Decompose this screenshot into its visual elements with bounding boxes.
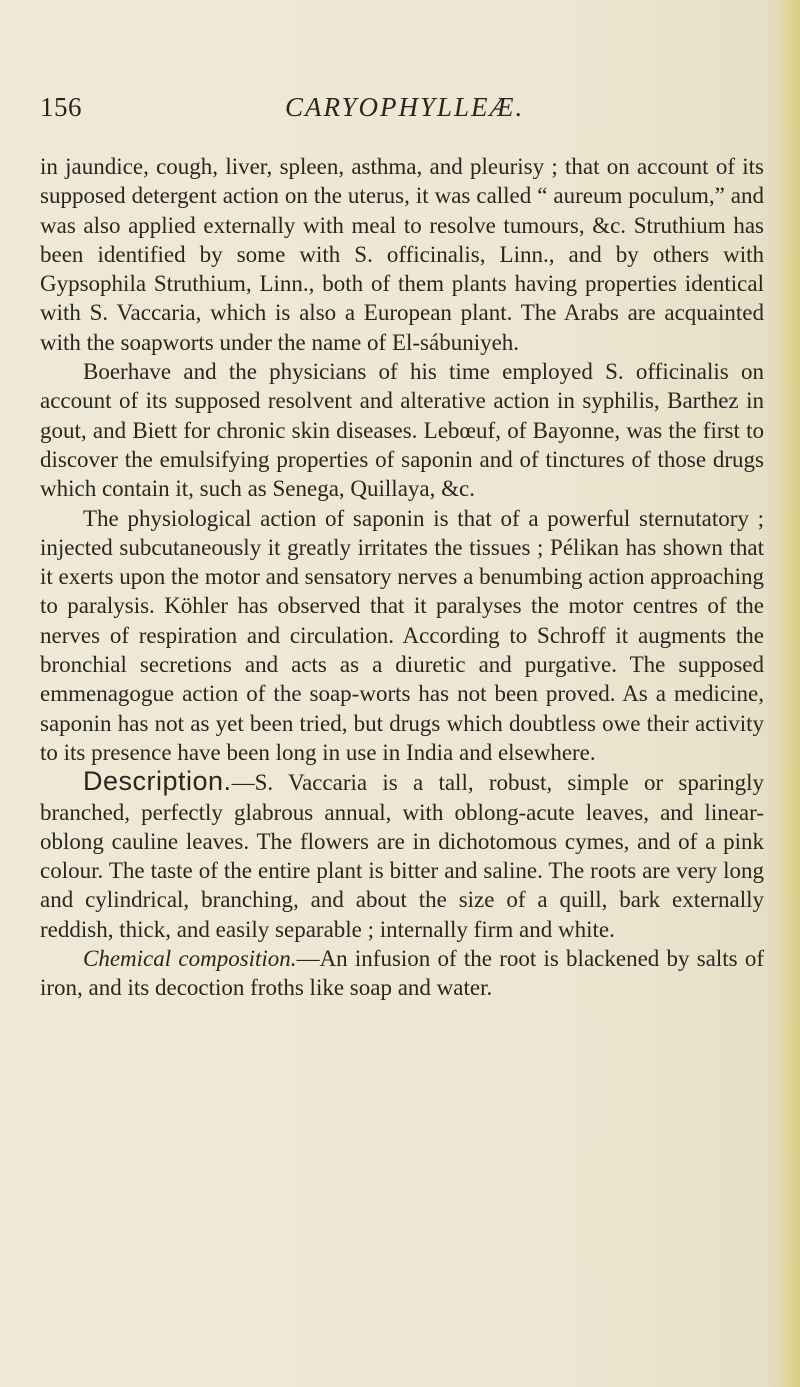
body-text (40, 152, 764, 1003)
chemical-composition-text: —An infusion of the root is blackened by salts of iron, and its decoction froths like soap and water. (40, 946, 764, 1001)
page-edge-discoloration (774, 0, 800, 1387)
paragraph-struthium: in jaundice, cough, liver, spleen, asthma, and pleurisy ; that on account of its supposed detergent action on the uterus, it was called “ aureum poculum,” and was also applied externally with meal to resolve tumours, &c. Struthium has been identified by some with S. officinalis, Linn., and by others with Gypsophila Struthium, Linn., both of them plants having properties identical with S. Vaccaria, which is also a European plant. The Arabs are acquainted with the soapworts under the name of El-sábuniyeh. (40, 154, 764, 355)
section-heading-chemical-composition: Chemical composition. (83, 946, 297, 972)
section-heading-description: Description. (83, 766, 232, 797)
page-header (40, 92, 740, 132)
paragraph-description (40, 767, 764, 944)
paragraph-physiological-action: The physiological action of saponin is that of a powerful sternutatory ; injected subcutaneously it greatly irritates the tissues ; Pélikan has shown that it exerts upon the motor and sensatory nerves a benumbing action approaching to paralysis. Köhler has observed that it paralyses the motor centres of the nerves of respiration and circulation. According to Schroff it augments the bronchial secretions and acts as a diuretic and purgative. The supposed emmenagogue action of the soap-worts has not been proved. As a medicine, saponin has not as yet been tried, but drugs which doubtless owe their activity to its presence have been long in use in India and elsewhere. (40, 505, 764, 765)
paragraph-boerhave: Boerhave and the physicians of his time employed S. officinalis on account of its supposed resolvent and alterative action in syphilis, Barthez in gout, and Biett for chronic skin diseases. Lebœuf, of Bayonne, was the first to discover the emulsifying properties of saponin and of tinctures of those drugs which contain it, such as Senega, Quillaya, &c. (40, 359, 764, 502)
running-head: CARYOPHYLLEÆ. (285, 92, 525, 122)
page-number: 156 (40, 92, 82, 122)
paragraph-chemical-composition (40, 944, 764, 1003)
description-text: —S. Vaccaria is a tall, robust, simple or sparingly branched, perfectly glabrous annual, with oblong-acute leaves, and linear-oblong cauline leaves. The flowers are in dichotomous cymes, and of a pink colour. The taste of the entire plant is bitter and saline. The roots are very long and cylindrical, branching, and about the size of a quill, bark externally reddish, thick, and easily separable ; internally firm and white. (40, 770, 764, 942)
